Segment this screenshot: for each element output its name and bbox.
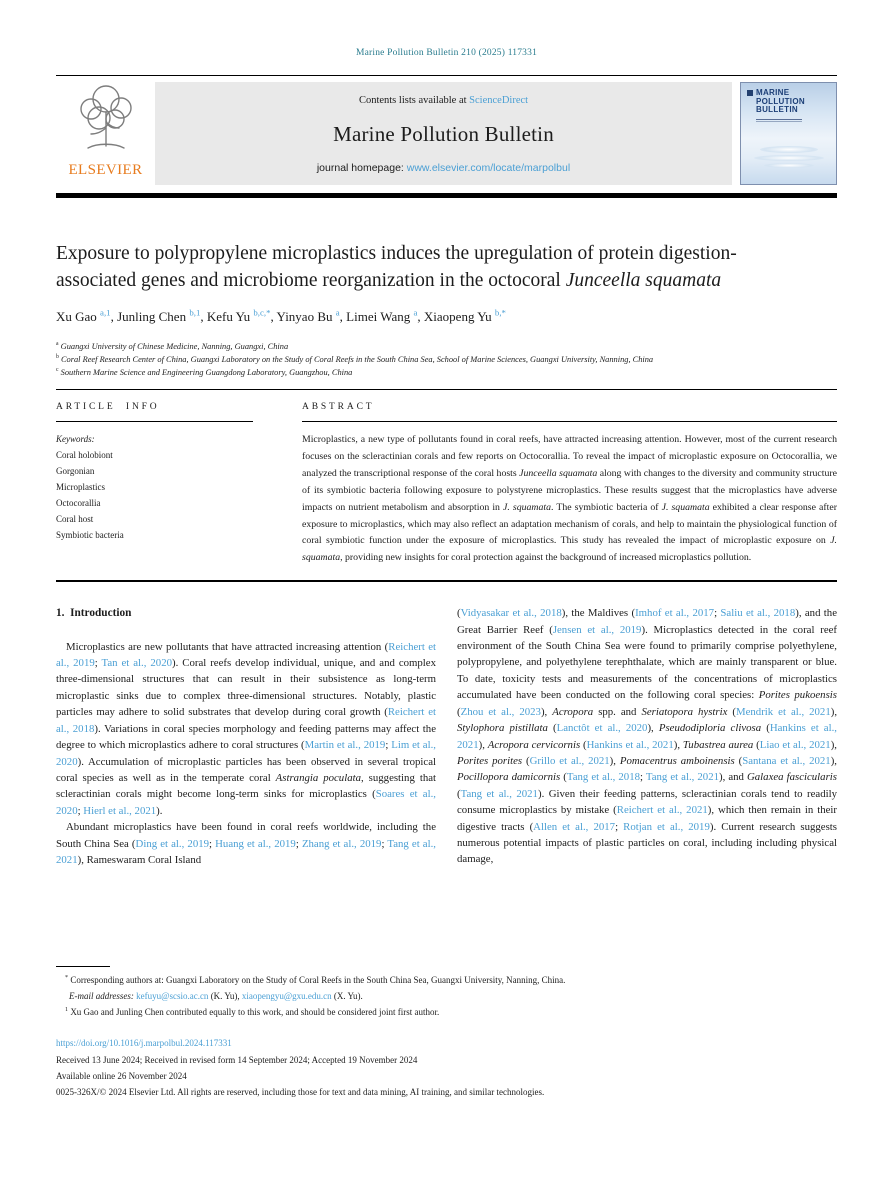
footnotes-block xyxy=(56,973,837,1020)
italic-text: Astrangia poculata xyxy=(275,771,362,784)
italic-text: Pseudodiploria clivosa xyxy=(658,722,762,735)
sciencedirect-link[interactable]: ScienceDirect xyxy=(469,95,529,106)
text-segment: Microplastics, a new type of pollutants found in coral reefs, have attracted increasing attention. However, most of the current research focuses on the scleractinian corals and few reports on Octocorallia. To reveal the impact of microplastic exposure on Octocorallia, we analyzed the transcriptional response of the coral hosts xyxy=(302,434,837,479)
text-segment: ( xyxy=(457,607,461,620)
text-segment: ( xyxy=(727,705,737,718)
text-segment: ( xyxy=(734,754,743,767)
keyword: Coral host xyxy=(56,514,94,524)
cover-logo-icon xyxy=(747,90,753,96)
contents-lists-prefix: Contents lists available at xyxy=(358,95,470,106)
footnote-rule xyxy=(56,966,110,967)
text-segment: Exposure to polypropylene microplastics induces the upregulation of protein digestion-associated genes and microbiome reorganization in the octocoral xyxy=(56,243,737,291)
journal-cover-thumbnail[interactable] xyxy=(740,82,837,185)
page-footer xyxy=(56,966,837,1100)
italic-text: Coral Reef Research Center of China, Guangxi Laboratory on the Study of Coral Reefs in the South China Sea, School of Marine Sciences, Guangxi University, Nanning, China xyxy=(58,355,654,364)
elsevier-logo[interactable] xyxy=(56,82,155,185)
italic-text: Pocillopora damicornis xyxy=(457,771,561,784)
intro-paragraph-2 xyxy=(56,819,436,868)
text-segment: ), xyxy=(647,722,659,735)
italic-text: Acropora xyxy=(552,705,594,718)
abstract-bottom-rule xyxy=(56,580,837,582)
text-segment: ), and the Great Barrier Reef ( xyxy=(457,607,837,636)
inline-link[interactable]: Vidyasakar et al., 2018 xyxy=(460,607,562,620)
inline-link[interactable]: Soares et al., 2020 xyxy=(56,788,436,817)
cover-header xyxy=(741,83,836,115)
text-segment: ), xyxy=(830,705,837,718)
text-segment: ), xyxy=(609,754,620,767)
affiliation-c xyxy=(56,366,780,379)
inline-link[interactable]: Liao et al., 2021 xyxy=(759,738,831,751)
author-list xyxy=(56,309,837,325)
homepage-prefix: journal homepage: xyxy=(316,162,407,174)
text-segment: ; xyxy=(295,837,302,850)
inline-link[interactable]: kefuyu@scsio.ac.cn xyxy=(136,990,209,1001)
superscript-link[interactable]: a xyxy=(335,307,340,318)
text-segment: ), Rameswaram Coral Island xyxy=(77,853,202,866)
inline-link[interactable]: Hierl et al., 2021 xyxy=(83,804,157,817)
text-segment: ). Current research suggests numerous potential impacts of plastic particles on coral, including including physical damage, xyxy=(457,820,837,866)
text-segment: ), xyxy=(830,754,837,767)
cover-subtitle-line xyxy=(756,119,802,120)
text-segment: ). Accumulation of microplastic particles has been observed in several tropical coral species as well as in the temperate coral xyxy=(56,755,436,784)
inline-link[interactable]: Tang et al., 2021 xyxy=(460,787,538,800)
inline-link[interactable]: Imhof et al., 2017 xyxy=(635,607,715,620)
text-segment: ), and xyxy=(719,771,747,784)
text-segment: ), xyxy=(830,738,837,751)
text-segment: ; xyxy=(77,804,84,817)
section-divider-rule xyxy=(56,389,837,390)
header-top-rule xyxy=(56,75,837,76)
article-info-heading: ARTICLE INFO xyxy=(56,402,253,422)
inline-link[interactable]: Jensen et al., 2019 xyxy=(552,623,642,636)
body-column-right xyxy=(457,605,837,885)
keyword: Coral holobiont xyxy=(56,450,113,460)
journal-homepage-line xyxy=(155,162,732,174)
inline-link[interactable]: Reichert et al., 2018 xyxy=(56,706,436,735)
email-addresses-note xyxy=(56,989,837,1005)
text-segment: (X. Yu). xyxy=(331,990,363,1001)
italic-text: J. squamata xyxy=(503,501,551,513)
keyword: Gorgonian xyxy=(56,466,95,476)
text-segment: ; xyxy=(640,771,646,784)
inline-link[interactable]: Tang et al., 2021 xyxy=(56,837,436,866)
introduction-heading: 1. Introduction xyxy=(56,607,132,620)
italic-text: E-mail addresses: xyxy=(69,990,134,1001)
inline-link[interactable]: Mendrik et al., 2021 xyxy=(736,705,831,718)
inline-link[interactable]: xiaopengyu@gxu.edu.cn xyxy=(241,990,332,1001)
abstract-heading: ABSTRACT xyxy=(302,402,837,422)
cover-wave xyxy=(760,146,818,153)
italic-text: J. squamata xyxy=(661,501,710,513)
keywords-label: Keywords: xyxy=(56,434,95,444)
affiliation-a xyxy=(56,340,780,353)
text-segment: , Limei Wang xyxy=(339,309,414,324)
cover-wave-art xyxy=(741,144,836,170)
journal-citation: Marine Pollution Bulletin 210 (2025) 117331 xyxy=(355,48,538,58)
italic-text: Guangxi University of Chinese Medicine, Nanning, Guangxi, China xyxy=(58,342,289,351)
text-segment: ( xyxy=(753,738,760,751)
text-segment: ; xyxy=(381,837,388,850)
available-online-date: Available online 26 November 2024 xyxy=(56,1070,187,1081)
journal-title: Marine Pollution Bulletin xyxy=(333,121,554,146)
text-segment: ( xyxy=(580,738,587,751)
affiliations xyxy=(56,340,780,379)
intro-paragraph-2-continued xyxy=(457,605,837,868)
text-segment: , Kefu Yu xyxy=(200,309,254,324)
keyword: Octocorallia xyxy=(56,498,101,508)
superscript-marker: * xyxy=(65,975,69,981)
inline-link[interactable]: Zhou et al., 2023 xyxy=(460,705,541,718)
keyword: Symbiotic bacteria xyxy=(56,530,124,540)
text-segment: ), the Maldives ( xyxy=(561,607,636,620)
italic-text: Seriatopora hystrix xyxy=(641,705,728,718)
text-segment: , Junling Chen xyxy=(110,309,190,324)
text-segment: along with changes to the diversity and community structure of its symbiotic bacteria following exposure to polystyrene microplastics. These results suggest that the microplastics have adverse impacts on nutrient metabolism and absorption in xyxy=(302,467,837,513)
inline-link[interactable]: Grillo et al., 2021 xyxy=(529,754,610,767)
inline-link[interactable]: Hankins et al., 2021 xyxy=(457,722,837,751)
inline-link[interactable]: Tang et al., 2021 xyxy=(645,771,719,784)
article-body xyxy=(56,605,837,885)
text-segment: Microplastics are new pollutants that have attracted increasing attention ( xyxy=(66,640,389,653)
inline-link[interactable]: Lanctôt et al., 2020 xyxy=(556,722,648,735)
journal-homepage-link[interactable]: www.elsevier.com/locate/marpolbul xyxy=(406,162,571,174)
elsevier-logo-text: ELSEVIER xyxy=(68,162,143,178)
cover-wave xyxy=(764,163,814,168)
italic-text: Porites pukoensis xyxy=(758,689,837,702)
text-segment: Corresponding authors at: Guangxi Laboratory on the Study of Coral Reefs in the South China Sea, Guangxi University, Nanning, China. xyxy=(68,975,566,985)
italic-text: Stylophora pistillata xyxy=(457,722,548,735)
keyword: Microplastics xyxy=(56,482,105,492)
italic-text: Acropora cervicornis xyxy=(487,738,581,751)
inline-link[interactable]: Tan et al., 2020 xyxy=(101,657,172,670)
article-info-column xyxy=(56,402,253,567)
copyright-line: 0025-326X/© 2024 Elsevier Ltd. All rights are reserved, including those for text and data mining, AI training, and similar technologies. xyxy=(56,1087,545,1097)
superscript-marker: c xyxy=(56,367,59,374)
inline-link[interactable]: Santana et al., 2021 xyxy=(742,754,831,767)
italic-text: Galaxea fascicularis xyxy=(746,771,837,784)
text-segment: exhibited a clear response after exposure to microplastics, which may also reflect an adaptation mechanism of corals, and help to maintain the physiological function of coral symbiotic function under the exposure of microplastics. This study has revealed the impact of microplastic exposure on xyxy=(302,501,837,547)
received-dates: Received 13 June 2024; Received in revised form 14 September 2024; Accepted 19 November 2024 xyxy=(56,1054,418,1065)
superscript-link[interactable]: b,1 xyxy=(189,307,201,318)
publication-info-block xyxy=(56,1035,837,1100)
text-segment: ), which then remain in their digestive tracts ( xyxy=(457,804,837,833)
text-segment: ( xyxy=(457,705,461,718)
inline-link[interactable]: Hankins et al., 2021 xyxy=(586,738,674,751)
article-title xyxy=(56,240,746,294)
inline-link[interactable]: Huang et al., 2019 xyxy=(215,837,296,850)
journal-masthead xyxy=(56,82,837,185)
inline-link[interactable]: Saliu et al., 2018 xyxy=(720,607,796,620)
superscript-marker: b xyxy=(56,354,59,361)
text-segment: ), xyxy=(673,738,683,751)
superscript-marker: 1 xyxy=(65,1006,69,1013)
inline-link[interactable]: Allen et al., 2017 xyxy=(533,820,616,833)
inline-link[interactable]: Rotjan et al., 2019 xyxy=(623,820,710,833)
inline-link[interactable]: Lim et al., 2020 xyxy=(56,739,436,768)
text-segment: (K. Yu), xyxy=(208,990,242,1001)
text-segment: ). Given their feeding patterns, scleractinian corals tend to readily consume microplastics by mistake ( xyxy=(457,787,837,817)
equal-contribution-note xyxy=(56,1005,837,1021)
journal-masthead-banner xyxy=(155,82,732,185)
text-segment: Xu Gao xyxy=(56,309,101,324)
italic-text: Southern Marine Science and Engineering Guangdong Laboratory, Guangzhou, China xyxy=(58,368,353,377)
abstract-column xyxy=(302,402,837,567)
text-segment: , providing new insights for coral protection against the background of increased microplastics pollution. xyxy=(340,552,752,564)
inline-link[interactable]: Zhang et al., 2019 xyxy=(301,837,382,850)
text-segment: ( xyxy=(560,771,567,784)
text-segment: ). Coral reefs develop individual, unique, and and complex three-dimensional structures that can result in their subsistence as long-term microplastic sinks due to complex three-dimensional structures. Notably, plastic particles may adhere to solid substrates that develop during coral growth ( xyxy=(56,657,436,719)
inline-link[interactable]: Reichert et al., 2019 xyxy=(56,640,436,670)
cover-title: MARINE POLLUTION BULLETIN xyxy=(756,88,805,114)
text-segment: , suggesting that scleractinian corals might become long-term sinks for microplastics ( xyxy=(56,771,436,801)
affiliation-b xyxy=(56,353,780,366)
superscript-link[interactable]: a,1 xyxy=(100,307,111,318)
text-segment: ; xyxy=(714,607,721,620)
italic-text: Tubastrea aurea xyxy=(682,738,754,751)
intro-paragraph-1 xyxy=(56,639,436,819)
text-segment: Xu Gao and Junling Chen contributed equally to this work, and should be considered joint first author. xyxy=(68,1006,440,1017)
text-segment: ). xyxy=(156,804,163,817)
superscript-link[interactable]: a xyxy=(413,307,418,318)
italic-text: Porites porites xyxy=(457,754,523,767)
superscript-link[interactable]: b,c,* xyxy=(253,307,271,318)
text-segment: ; xyxy=(615,820,624,833)
abstract-text xyxy=(302,432,837,567)
text-segment: , Xiaopeng Yu xyxy=(417,309,495,324)
corresponding-author-note xyxy=(56,973,837,989)
text-segment: ), xyxy=(478,738,488,751)
text-segment: spp. and xyxy=(593,705,642,718)
italic-text: Pomacentrus amboinensis xyxy=(619,754,735,767)
text-segment: ; xyxy=(94,657,102,670)
elsevier-tree-icon xyxy=(70,82,142,160)
inline-link[interactable]: Tang et al., 2018 xyxy=(566,771,640,784)
keywords-block xyxy=(56,431,253,543)
text-segment: Abundant microplastics have been found in coral reefs worldwide, including the South China Sea ( xyxy=(56,821,436,850)
text-segment: ). Microplastics detected in the coral reef environment of the South China Sea were found to primarily comprise polyethylene, polypropylene, and polyethylene terephthalate, which are mainly transparent or blue. To date, toxicity tests and measurements of the concentrations of microplastics accumulated have been conducted on the following coral species: xyxy=(457,623,837,702)
doi-link[interactable]: https://doi.org/10.1016/j.marpolbul.2024.117331 xyxy=(56,1038,232,1049)
text-segment: ( xyxy=(761,722,770,735)
text-segment: ( xyxy=(522,754,530,767)
cover-wave xyxy=(754,155,824,161)
inline-link[interactable]: Reichert et al., 2021 xyxy=(616,804,708,817)
superscript-marker: a xyxy=(56,341,59,348)
text-segment: ( xyxy=(457,787,461,800)
body-column-left xyxy=(56,605,436,885)
text-segment: ), xyxy=(540,705,553,718)
text-segment: ). Variations in coral species morphology and feeding patterns may affect the degree to which microplastics adhere to coral structures ( xyxy=(56,722,436,752)
text-segment: , Yinyao Bu xyxy=(270,309,336,324)
italic-text: Junceella squamata xyxy=(565,270,722,291)
inline-link[interactable]: Martin et al., 2019 xyxy=(304,739,386,752)
text-segment: ( xyxy=(547,722,557,735)
italic-text: J. squamata xyxy=(302,535,837,564)
masthead-bottom-bar xyxy=(56,193,837,198)
text-segment: ; xyxy=(209,837,216,850)
text-segment: ; xyxy=(385,739,392,752)
inline-link[interactable]: Ding et al., 2019 xyxy=(135,837,210,850)
info-abstract-section xyxy=(56,402,837,567)
text-segment: . The symbiotic bacteria of xyxy=(551,501,662,513)
contents-lists-line xyxy=(155,95,732,106)
italic-text: Junceella squamata xyxy=(519,467,598,479)
superscript-link[interactable]: b,* xyxy=(494,307,506,318)
